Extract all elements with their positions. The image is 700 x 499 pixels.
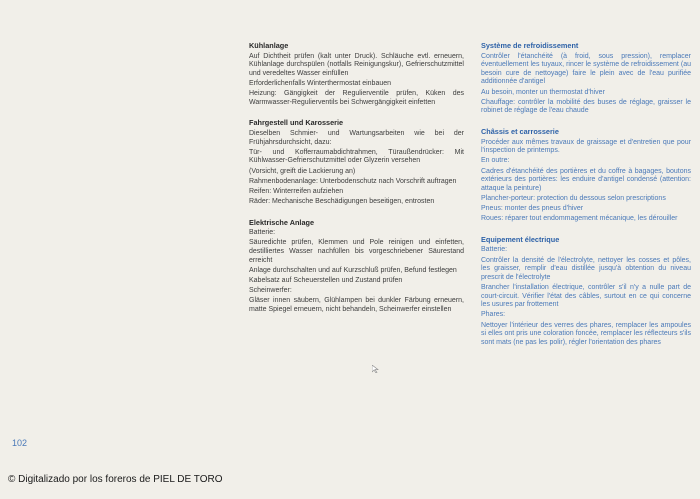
paragraph: Tür- und Kofferraumabdichtrahmen, Türaußendrücker: Mit Kühlwasser-Gefrierschutzmittel oder Glyzerin versehen: [249, 148, 464, 165]
paragraph: Phares:: [481, 311, 506, 319]
page-number: 102: [12, 438, 28, 448]
paragraph: Au besoin, monter un thermostat d'hiver: [481, 88, 605, 96]
paragraph: Rahmenbodenanlage: Unterbodenschutz nach Vorschrift auftragen: [249, 177, 457, 185]
paragraph: Brancher l'installation électrique, contrôler s'il n'y a nulle part de court-circuit. Vérifier l'état des câbles, surtout en ce qui concerne les usures par frottement: [481, 284, 691, 309]
paragraph: Roues: réparer tout endommagement mécanique, les dérouiller: [481, 215, 678, 223]
paragraph: Contrôler l'étanchéité (à froid, sous pression), remplacer éventuellement les tuyaux, rincer le système de refroidissement (au besoin cure de nettoyage) faire le plein avec de l'eau purifiée additionnée d'antigel: [481, 52, 691, 86]
paragraph: Procéder aux mêmes travaux de graissage et d'entretien que pour l'inspection de printemps.: [481, 138, 691, 155]
section-chassis-fr: [481, 128, 691, 224]
paragraph: Räder: Mechanische Beschädigungen beseitigen, entrosten: [249, 198, 435, 206]
copyright-notice: © Digitalizado por los foreros de PIEL DE TORO: [8, 474, 223, 485]
paragraph: Gläser innen säubern, Glühlampen bei dunkler Färbung erneuern, matte Spiegel erneuern, nicht behandeln, Scheinwerfer einstellen: [249, 297, 464, 313]
heading-chassis-de: Fahrgestell und Karosserie: [249, 118, 344, 128]
paragraph: Anlage durchschalten und auf Kurzschluß prüfen, Befund festlegen: [249, 266, 457, 274]
heading-electrical-fr: Equipement électrique: [481, 234, 560, 244]
section-electrical-de: [249, 219, 464, 315]
heading-cooling-fr: Système de refroidissement: [481, 41, 579, 50]
heading-chassis-fr: Châssis et carrosserie: [481, 126, 559, 136]
paragraph: Batterie:: [481, 246, 508, 254]
heading-cooling-de: Kühlanlage: [249, 41, 289, 50]
paragraph: Cadres d'étanchéité des portières et du coffre à bagages, boutons extérieurs des portières: les enduire d'antigel condensé (attention: attaque la peinture): [481, 167, 691, 192]
paragraph: Batterie:: [249, 229, 276, 237]
paragraph: Säuredichte prüfen, Klemmen und Pole reinigen und einfetten, destilliertes Wasser nachfüllen bis vorgeschriebener Säurestand erreicht: [249, 239, 464, 264]
section-chassis-de: [249, 119, 464, 206]
heading-electrical-de: Elektrische Anlage: [249, 217, 315, 227]
french-column: [481, 42, 691, 359]
paragraph: En outre:: [481, 157, 510, 165]
paragraph: Dieselben Schmier- und Wartungsarbeiten wie bei der Frühjahrsdurchsicht, dazu:: [249, 129, 464, 146]
paragraph: Nettoyer l'intérieur des verres des phares, remplacer les ampoules si elles ont pris une coloration foncée, remplacer les réflecteurs s'ils sont mats (ne pas les polir), régler l'orientation des phares: [481, 321, 691, 346]
paragraph: Reifen: Winterreifen aufziehen: [249, 187, 344, 195]
paragraph: (Vorsicht, greift die Lackierung an): [249, 167, 356, 175]
section-cooling-de: [249, 42, 464, 107]
paragraph: Scheinwerfer:: [249, 287, 292, 295]
cursor-icon: [372, 365, 380, 373]
paragraph: Erforderlichenfalls Winterthermostat einbauen: [249, 79, 392, 87]
section-cooling-fr: [481, 42, 691, 116]
paragraph: Heizung: Gängigkeit der Regulierventile prüfen, Küken des Warmwasser-Regulierventils bei Schwergängigkeit einfetten: [249, 90, 464, 106]
section-electrical-fr: [481, 236, 691, 348]
paragraph: Contrôler la densité de l'électrolyte, nettoyer les cosses et pôles, les graisser, remplir d'eau distillée jusqu'à obtention du niveau prescrit de l'électrolyte: [481, 256, 691, 281]
paragraph: Kabelsatz auf Scheuerstellen und Zustand prüfen: [249, 277, 403, 284]
german-column: [249, 42, 464, 327]
paragraph: Plancher-porteur: protection du dessous selon prescriptions: [481, 194, 666, 202]
paragraph: Pneus: monter des pneus d'hiver: [481, 205, 584, 213]
paragraph: Auf Dichtheit prüfen (kalt unter Druck). Schläuche evtl. erneuern, Kühlanlage durchspülen (notfalls Reinigungskur), Gefrierschutzmittel und veredeltes Wasser einfüllen: [249, 52, 464, 77]
paragraph: Chauffage: contrôler la mobilité des buses de réglage, graisser le robinet de réglage de l'eau chaude: [481, 98, 691, 115]
